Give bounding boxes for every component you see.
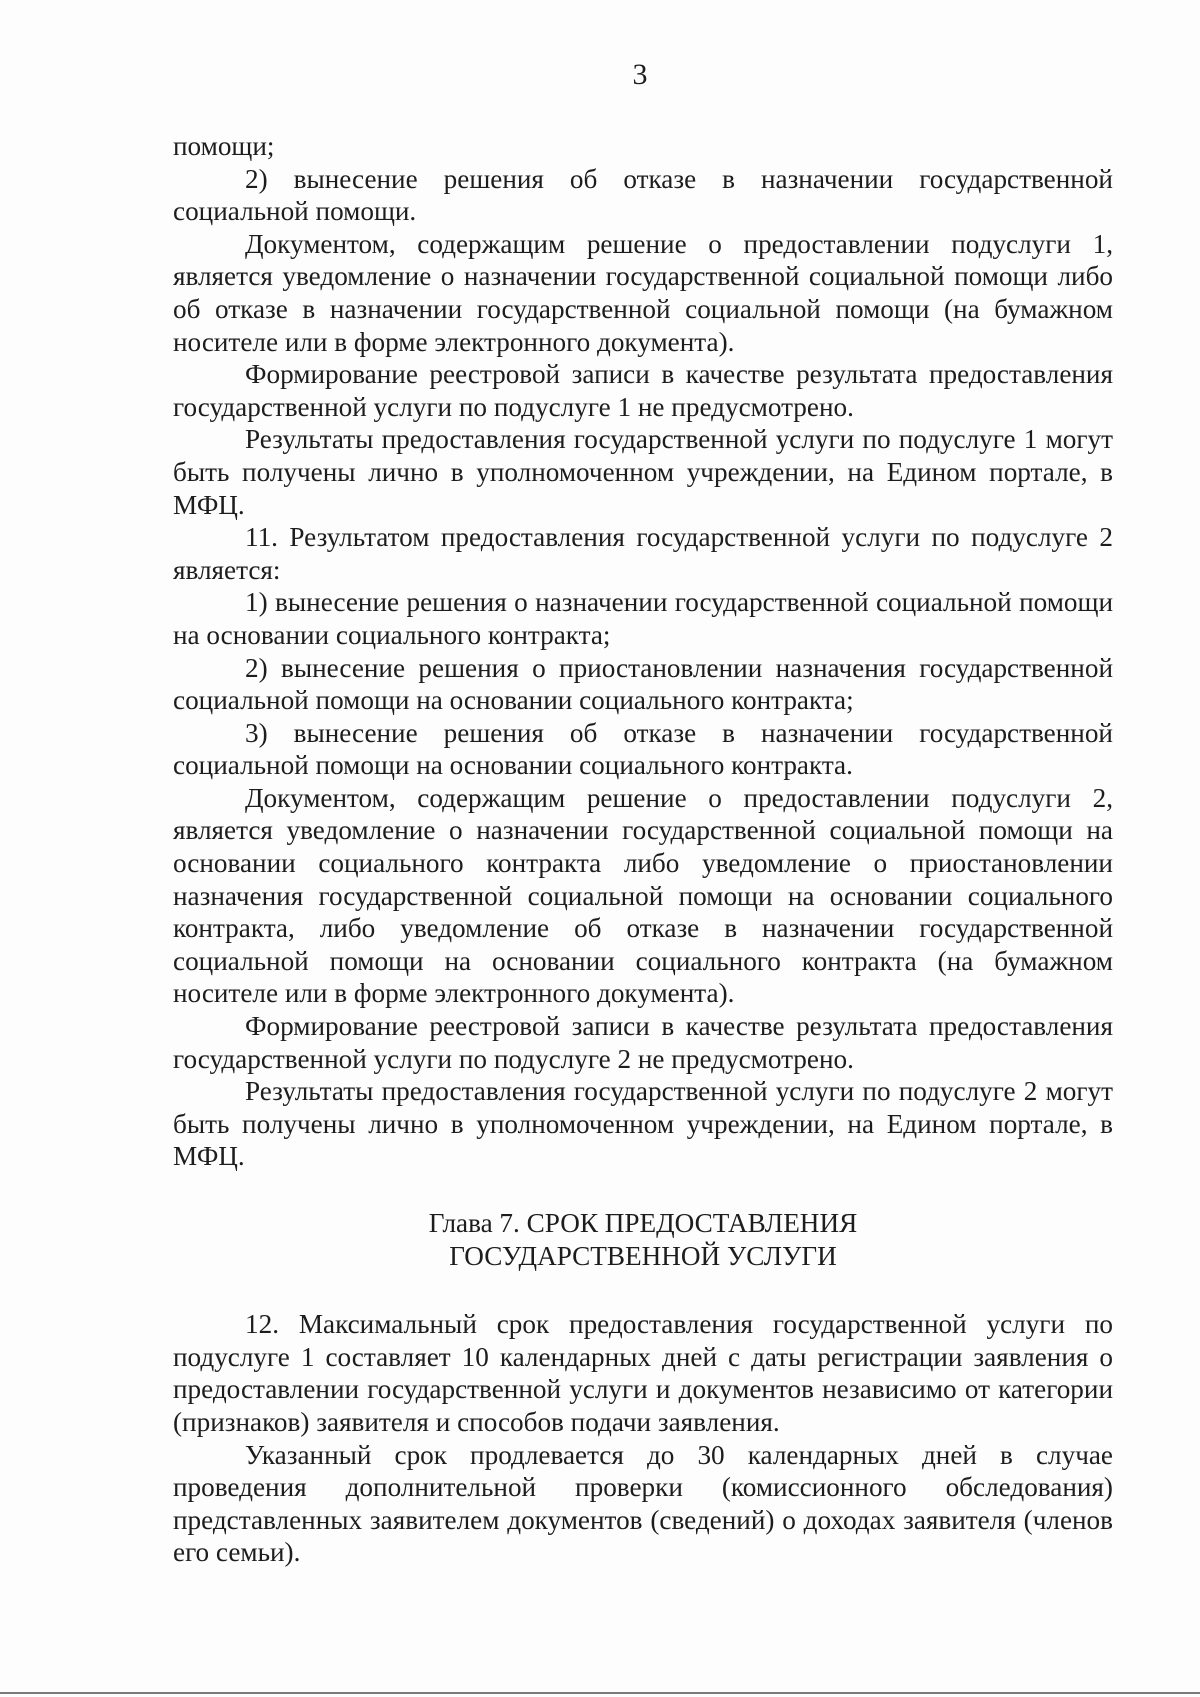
chapter-heading-line: ГОСУДАРСТВЕННОЙ УСЛУГИ: [449, 1240, 837, 1271]
paragraph: Формирование реестровой записи в качестве результата предоставления государственной услуги по подуслуге 2 не предусмотрено.: [173, 1011, 1113, 1074]
document-body: [173, 130, 1113, 1569]
paragraph: помощи;: [173, 131, 275, 161]
paragraph: 1) вынесение решения о назначении государственной социальной помощи на основании социального контракта;: [173, 587, 1113, 650]
paragraphs-after-chapter: [173, 1308, 1113, 1569]
paragraph: Формирование реестровой записи в качестве результата предоставления государственной услуги по подуслуге 1 не предусмотрено.: [173, 359, 1113, 422]
chapter-heading: [173, 1207, 1113, 1272]
paragraph: 3) вынесение решения об отказе в назначении государственной социальной помощи на основании социального контракта.: [173, 717, 1113, 781]
paragraph: Документом, содержащим решение о предоставлении подуслуги 1, является уведомление о назначении государственной социальной помощи либо об отказе в назначении государственной социальной помощи (на бумажном носителе или в форме электронного документа).: [173, 228, 1113, 357]
paragraph: Документом, содержащим решение о предоставлении подуслуги 2, является уведомление о назначении государственной социальной помощи на основании социального контракта либо уведомление о приостановлении назначения государственной социальной помощи на основании социального контракта, либо уведомление об отказе в назначении государственной социальной помощи на основании социального контракта (на бумажном носителе или в форме электронного документа).: [173, 782, 1113, 1009]
paragraph: Указанный срок продлевается до 30 календарных дней в случае проведения дополнительной проверки (комиссионного обследования) представленных заявителем документов (сведений) о доходах заявителя (членов его семьи).: [173, 1439, 1113, 1568]
paragraph: 2) вынесение решения о приостановлении назначения государственной социальной помощи на основании социального контракта;: [173, 652, 1113, 716]
paragraph: Результаты предоставления государственной услуги по подуслуге 2 могут быть получены лично в уполномоченном учреждении, на Едином портале, в МФЦ.: [173, 1076, 1113, 1172]
paragraph: 11. Результатом предоставления государственной услуги по подуслуге 2 является:: [173, 522, 1113, 585]
paragraph: 12. Максимальный срок предоставления государственной услуги по подуслуге 1 составляет 10 календарных дней с даты регистрации заявления о предоставлении государственной услуги и документов независимо от категории (признаков) заявителя и способов подачи заявления.: [173, 1309, 1113, 1437]
page-bottom-edge: [0, 1692, 1200, 1694]
page-number: 3: [632, 58, 648, 91]
paragraph: Результаты предоставления государственной услуги по подуслуге 1 могут быть получены лично в уполномоченном учреждении, на Едином портале, в МФЦ.: [173, 424, 1113, 520]
paragraphs-before-chapter: [173, 130, 1113, 1173]
paragraph: 2) вынесение решения об отказе в назначении государственной социальной помощи.: [173, 163, 1113, 227]
chapter-heading-line: Глава 7. СРОК ПРЕДОСТАВЛЕНИЯ: [428, 1208, 858, 1238]
